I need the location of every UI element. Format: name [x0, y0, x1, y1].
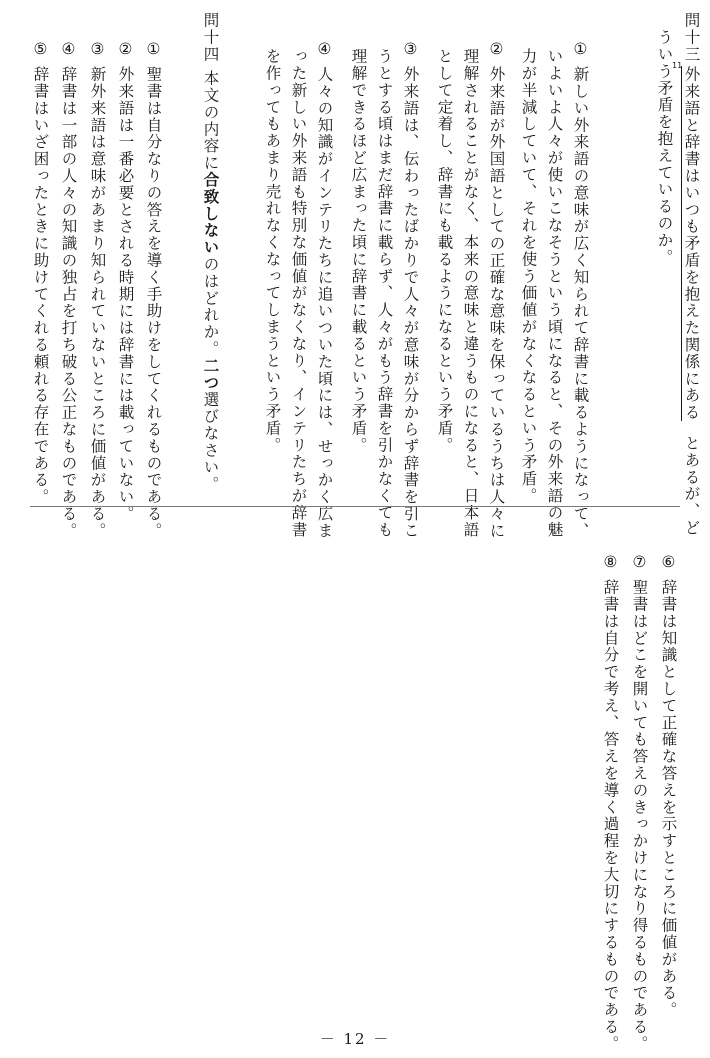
q13-quote: 外来語と辞書はいつも矛盾を抱えた関係にある	[682, 66, 701, 421]
q14-option-7-marker[interactable]: ⑦	[630, 553, 649, 571]
q13-option-4-line2: った新しい外来語も特別な価値がなくなり、インテリたちが辞書	[289, 48, 308, 539]
q13-option-3-line3: 理解できるほど広まった頃に辞書に載るという矛盾。	[349, 48, 368, 454]
q13-option-3-line1: 外来語は、伝わったばかりで人々が意味が分からず辞書を引こ	[401, 66, 420, 540]
q14-prompt-emph: 合致しない	[201, 171, 220, 256]
q14-prompt-post: 選びなさい。	[201, 391, 220, 493]
q14-option-1-text: 聖書は自分なりの答えを導く手助けをしてくれるものである。	[144, 66, 163, 540]
q14-option-2-marker[interactable]: ②	[116, 40, 135, 58]
q13-prompt-tail: とあるが、ど	[682, 434, 701, 537]
q13-option-2-line3: として定着し、辞書にも載るようになるという矛盾。	[435, 48, 454, 454]
q13-prompt-line2: ういう矛盾を抱えているのか。	[655, 29, 674, 266]
q13-option-3-line2: うとする頃はまだ辞書に載らず、人々がもう辞書を引かなくても	[375, 48, 394, 539]
q13-option-1-line1: 新しい外来語の意味が広く知られて辞書に載るようになって、	[571, 66, 590, 540]
q14-option-8-text: 辞書は自分で考え、答えを導く過程を大切にするものである。	[601, 579, 620, 1053]
q13-option-2-line1: 外来語が外国語としての正確な意味を保っているうちは人々に	[487, 66, 506, 540]
q13-option-3-marker[interactable]: ③	[401, 40, 420, 58]
section-divider	[30, 506, 680, 507]
q14-option-4-text: 辞書は一部の人々の知識の独占を打ち破る公正なものである。	[59, 66, 78, 540]
q14-option-5-text: 辞書はいざ困ったときに助けてくれる頼れる存在である。	[31, 66, 50, 506]
q14-prompt-mid: のはどれか。	[201, 255, 220, 358]
q13-option-4-line3: を作ってもあまり売れなくなってしまうという矛盾。	[263, 48, 282, 454]
q14-option-2-text: 外来語は一番必要とされる時期には辞書には載っていない。	[116, 66, 135, 523]
q13-option-4-marker[interactable]: ④	[315, 40, 334, 58]
q14-prompt	[202, 70, 218, 493]
q14-prompt-pre: 本文の内容に	[201, 70, 220, 172]
q13-label: 問十三	[682, 12, 701, 63]
q13-option-1-line3: 力が半減していて、それを使う価値がなくなるという矛盾。	[519, 48, 538, 505]
q14-option-3-text: 新外来語は意味があまり知られていないところに価値がある。	[88, 66, 107, 540]
q13-option-4-line1: 人々の知識がインテリたちに追いついた頃には、せっかく広ま	[315, 66, 334, 540]
q14-label: 問十四	[201, 12, 220, 63]
q14-option-1-marker[interactable]: ①	[144, 40, 163, 58]
q14-option-7-text: 聖書はどこを開いても答えのきっかけになり得るものである。	[630, 579, 649, 1053]
q14-option-4-marker[interactable]: ④	[59, 40, 78, 58]
q13-option-2-line2: 理解されることがなく、本来の意味と違うものになると、日本語	[461, 48, 480, 539]
q13-option-2-marker[interactable]: ②	[487, 40, 506, 58]
q14-option-8-marker[interactable]: ⑧	[601, 553, 620, 571]
q14-prompt-emph2: 二つ	[201, 357, 220, 392]
q13-option-1-marker[interactable]: ①	[571, 40, 590, 58]
q13-ref-number: 11	[672, 61, 683, 70]
q14-option-5-marker[interactable]: ⑤	[31, 40, 50, 58]
q13-prompt-line1	[683, 66, 699, 536]
page-number: － 12 －	[319, 1030, 391, 1048]
q13-option-1-line2: いよいよ人々が使いこなそうという頃になると、その外来語の魅	[545, 48, 564, 539]
q14-option-3-marker[interactable]: ③	[88, 40, 107, 58]
q14-option-6-marker[interactable]: ⑥	[659, 553, 678, 571]
q14-option-6-text: 辞書は知識として正確な答えを示すところに価値がある。	[659, 579, 678, 1019]
